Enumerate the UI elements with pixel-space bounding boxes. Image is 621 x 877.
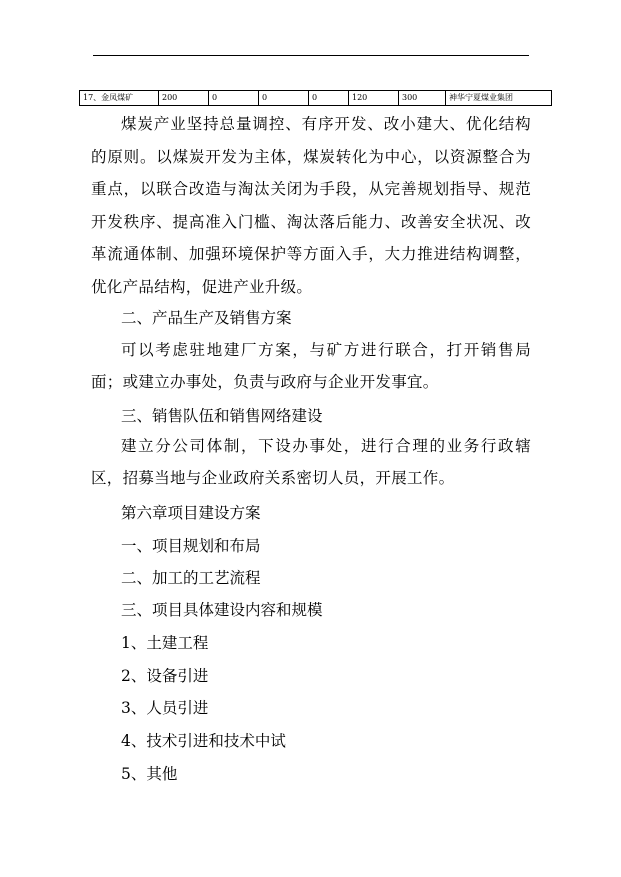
chapter-heading: 第六章项目建设方案 xyxy=(121,504,261,522)
subsection-construction-scope: 三、项目具体建设内容和规模 xyxy=(121,601,323,619)
list-item: 1、土建工程 xyxy=(121,634,209,652)
list-item: 4、技术引进和技术中试 xyxy=(121,732,286,750)
table-cell: 0 xyxy=(209,91,259,106)
table-cell: 120 xyxy=(349,91,399,106)
table-cell-mine-name: 17、金凤煤矿 xyxy=(80,91,159,106)
paragraph-sales-network: 建立分公司体制，下设办事处，进行合理的业务行政辖区，招募当地与企业政府关系密切人员，开展工作。 xyxy=(91,437,531,487)
table-cell: 0 xyxy=(309,91,349,106)
table-cell-company: 神华宁夏煤业集团 xyxy=(446,91,552,106)
list-item: 3、人员引进 xyxy=(121,699,209,717)
list-item: 2、设备引进 xyxy=(121,667,209,685)
table-cell: 200 xyxy=(159,91,209,106)
paragraph-production-sales: 可以考虑驻地建厂方案，与矿方进行联合，打开销售局面；或建立办事处，负责与政府与企业开发事宜。 xyxy=(91,341,531,391)
section-heading-production-sales: 二、产品生产及销售方案 xyxy=(121,309,292,327)
list-item: 5、其他 xyxy=(121,765,178,783)
table-cell: 300 xyxy=(399,91,446,106)
paragraph-coal-industry: 煤炭产业坚持总量调控、有序开发、改小建大、优化结构的原则。以煤炭开发为主体，煤炭转化为中心，以资源整合为重点，以联合改造与淘汰关闭为手段，从完善规划指导、规范开发秩序、提高准入门槛、淘汰落后能力、改善安全状况、改革流通体制、加强环境保护等方面入手，大力推进结构调整，优化产品结构，促进产业升级。 xyxy=(91,115,531,296)
header-rule xyxy=(93,55,529,56)
subsection-process-flow: 二、加工的工艺流程 xyxy=(121,569,261,587)
table-cell: 0 xyxy=(259,91,309,106)
table-row xyxy=(80,91,552,106)
subsection-planning-layout: 一、项目规划和布局 xyxy=(121,537,261,555)
mine-data-table xyxy=(79,90,552,106)
section-heading-sales-network: 三、销售队伍和销售网络建设 xyxy=(121,407,323,425)
